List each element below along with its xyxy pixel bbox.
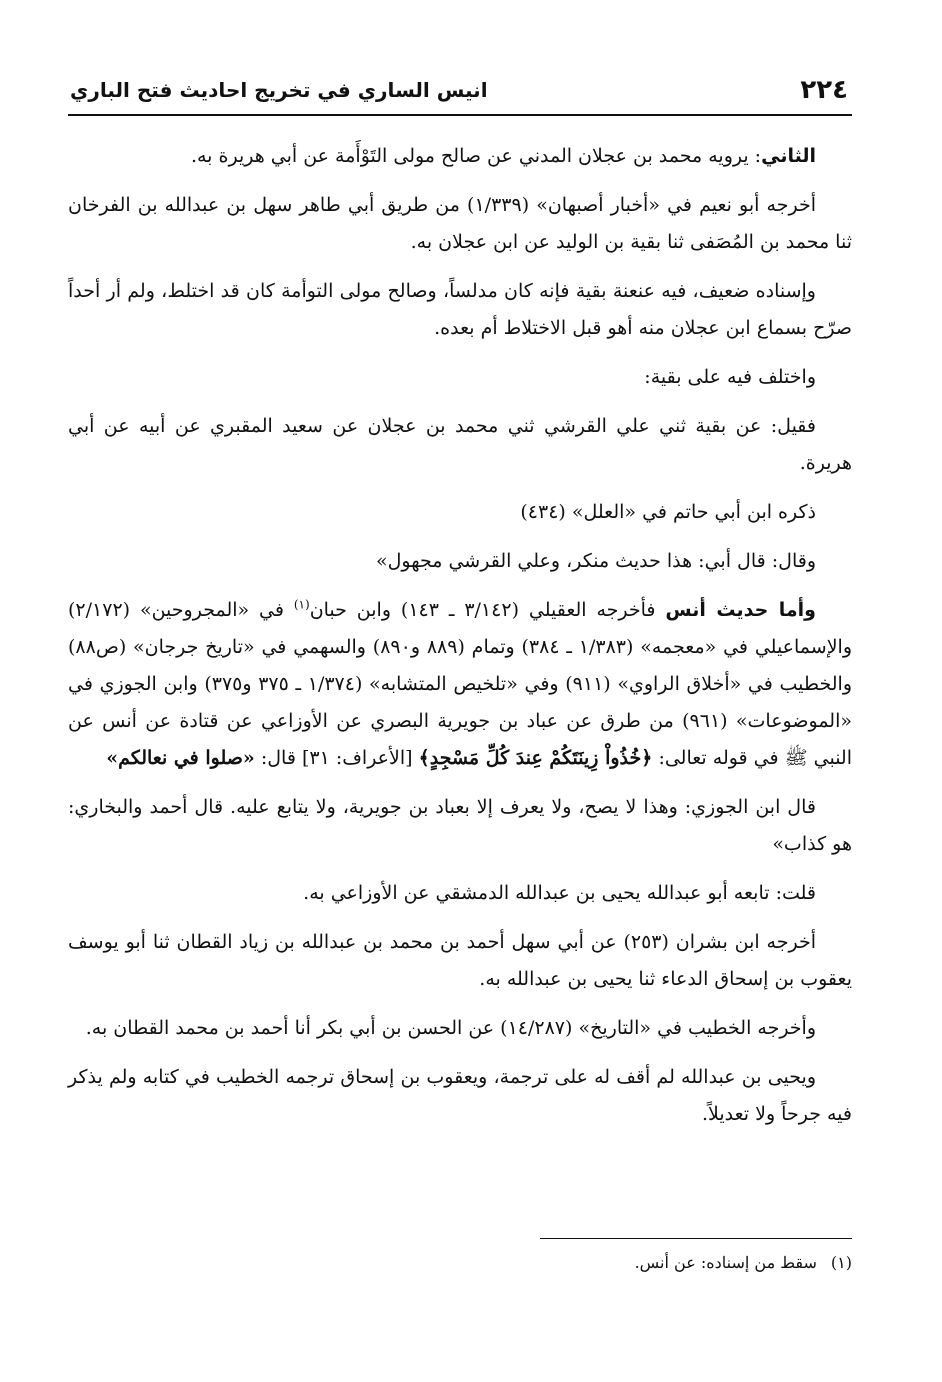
paragraph-text: ويحيى بن عبدالله لم أقف له على ترجمة، ويعقوب بن إسحاق ترجمه الخطيب في كتابه ولم يذكر فيه جرحاً ولا تعديلاً. [68, 1066, 852, 1125]
paragraph-text: وقال: قال أبي: هذا حديث منكر، وعلي القرشي مجهول» [375, 550, 816, 572]
paragraph-12 [68, 1010, 852, 1047]
quran-verse: ﴿خُذُواْ زِينَتَكُمْ عِندَ كُلِّ مَسْجِدٍ﴾ [418, 747, 653, 769]
paragraph-2 [68, 187, 852, 261]
book-title: انيس الساري في تخريج احاديث فتح الباري [70, 78, 488, 102]
hadith-quote: «صلوا في نعالكم» [106, 747, 255, 769]
footnote-text: سقط من إسناده: عن أنس. [634, 1253, 817, 1272]
paragraph-3 [68, 273, 852, 347]
footnote-divider [540, 1238, 852, 1239]
paragraph-text: قلت: تابعه أبو عبدالله يحيى بن عبدالله الدمشقي عن الأوزاعي به. [303, 882, 816, 904]
paragraph-text: فأخرجه العقيلي (٣/١٤٢ ـ ١٤٣) وابن حبان [309, 599, 666, 621]
paragraph-5 [68, 408, 852, 482]
page-number: ٢٢٤ [800, 75, 848, 105]
paragraph-9 [68, 789, 852, 863]
paragraph-text: وإسناده ضعيف، فيه عنعنة بقية فإنه كان مدلساً، وصالح مولى التوأمة كان قد اختلط، ولم أر أحداً صرّح بسماع ابن عجلان منه أهو قبل الاختلاط أم بعده. [68, 280, 852, 339]
paragraph-text: واختلف فيه على بقية: [644, 366, 816, 388]
paragraph-text: ذكره ابن أبي حاتم في «العلل» (٤٣٤) [520, 501, 816, 523]
paragraph-text: أخرجه ابن بشران (٢٥٣) عن أبي سهل أحمد بن محمد بن عبدالله بن زياد القطان ثنا أبو يوسف يعقوب بن إسحاق الدعاء ثنا يحيى بن عبدالله به. [68, 931, 852, 990]
footnote-marker: (١) [830, 1253, 852, 1272]
paragraph-10 [68, 875, 852, 912]
footnote-reference[interactable]: (١) [293, 597, 310, 612]
paragraph-text: أخرجه أبو نعيم في «أخبار أصبهان» (١/٣٣٩) من طريق أبي طاهر سهل بن عبدالله بن الفرخان ثنا محمد بن المُصَفى ثنا بقية بن الوليد عن ابن عجلان به. [68, 194, 852, 253]
paragraph-text: [الأعراف: ٣١] قال: [254, 747, 419, 769]
paragraph-4 [68, 359, 852, 396]
paragraph-6 [68, 494, 852, 531]
running-header [68, 66, 852, 116]
footnote [68, 1250, 852, 1276]
paragraph-lead: الثاني [761, 145, 816, 167]
paragraph-13 [68, 1059, 852, 1133]
paragraph-8 [68, 592, 852, 777]
paragraph-text: : يرويه محمد بن عجلان المدني عن صالح مولى التَوْأَمة عن أبي هريرة به. [190, 145, 762, 167]
paragraph-lead: وأما حديث أنس [665, 599, 816, 621]
paragraph-text: قال ابن الجوزي: وهذا لا يصح، ولا يعرف إلا بعباد بن جويرية، ولا يتابع عليه. قال أحمد والبخاري: هو كذاب» [68, 796, 852, 855]
paragraph-text: في «المجروحين» (٢/١٧٢) والإسماعيلي في «معجمه» (١/٣٨٣ ـ ٣٨٤) وتمام (٨٨٩ و٨٩٠) والسهمي في «تاريخ جرجان» (ص٨٨) والخطيب في «أخلاق الراوي» (٩١١) وفي «تلخيص المتشابه» (١/٣٧٤ ـ ٣٧٥ و٣٧٥) وابن الجوزي في «الموضوعات» (٩٦١) من طرق عن عباد بن جويرية البصري عن الأوزاعي عن قتادة عن أنس عن النبي ﷺ في قوله تعالى: [68, 599, 852, 769]
body-text [68, 138, 852, 1133]
paragraph-11 [68, 924, 852, 998]
paragraph-1 [68, 138, 852, 175]
paragraph-7 [68, 543, 852, 580]
book-page [68, 66, 852, 1366]
paragraph-text: وأخرجه الخطيب في «التاريخ» (١٤/٢٨٧) عن الحسن بن أبي بكر أنا أحمد بن محمد القطان به. [85, 1017, 816, 1039]
paragraph-text: فقيل: عن بقية ثني علي القرشي ثني محمد بن عجلان عن سعيد المقبري عن أبيه عن أبي هريرة. [68, 415, 852, 474]
